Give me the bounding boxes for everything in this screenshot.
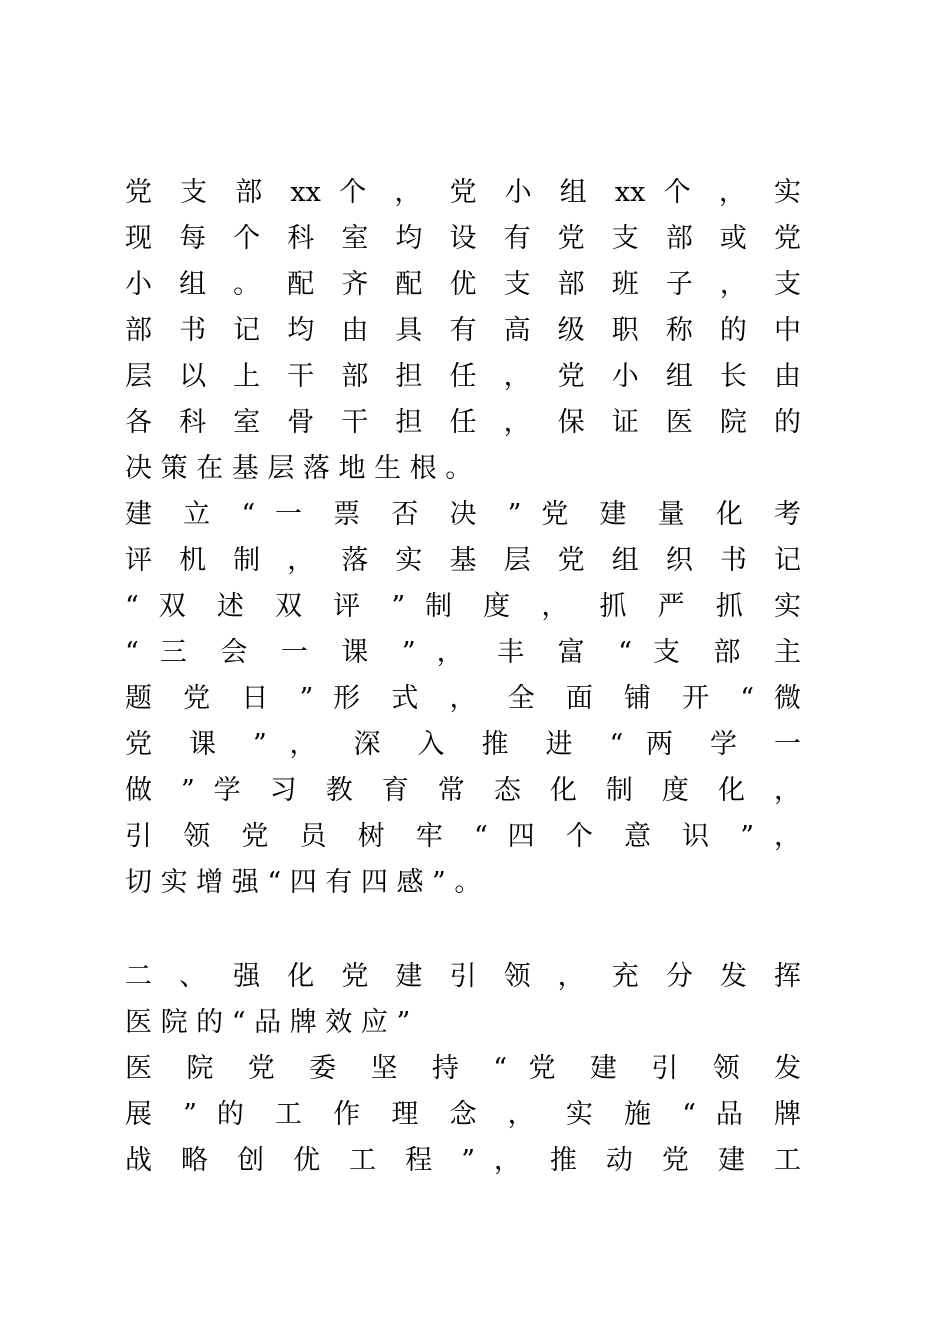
text-line: 建 立 “ 一 票 否 决 ” 党 建 量 化 考 — [125, 499, 801, 530]
text-line: 部 书 记 均 由 具 有 高 级 职 称 的 中 — [125, 315, 801, 346]
text-line: 决 策 在 基 层 落 地 生 根 。 — [125, 453, 473, 484]
text-line: 党 课 ” ， 深 入 推 进 “ 两 学 一 — [125, 729, 801, 760]
text-line: “ 双 述 双 评 ” 制 度 ， 抓 严 抓 实 — [125, 591, 801, 622]
text-line: 小 组 。 配 齐 配 优 支 部 班 子 ， 支 — [125, 269, 801, 300]
section-heading: 二 、 强 化 党 建 引 领 ， 充 分 发 挥 — [125, 961, 801, 992]
text-line: 党 支 部 xx 个 ， 党 小 组 xx 个 ， 实 — [125, 177, 801, 208]
text-line: 评 机 制 ， 落 实 基 层 党 组 织 书 记 — [125, 545, 801, 576]
text-line: 层 以 上 干 部 担 任 ， 党 小 组 长 由 — [125, 361, 801, 392]
text-line: 医 院 党 委 坚 持 “ 党 建 引 领 发 — [125, 1053, 801, 1084]
text-line: 现 每 个 科 室 均 设 有 党 支 部 或 党 — [125, 223, 801, 254]
text-line: 做 ” 学 习 教 育 常 态 化 制 度 化 ， — [125, 775, 801, 806]
text-line: 战 略 创 优 工 程 ” ， 推 动 党 建 工 — [125, 1145, 801, 1176]
text-line: 引 领 党 员 树 牢 “ 四 个 意 识 ” ， — [125, 821, 801, 852]
text-line: “ 三 会 一 课 ” ， 丰 富 “ 支 部 主 — [125, 637, 801, 668]
text-line: 展 ” 的 工 作 理 念 ， 实 施 “ 品 牌 — [125, 1099, 801, 1130]
text-line: 切 实 增 强 “ 四 有 四 感 ” 。 — [125, 867, 482, 898]
text-line: 各 科 室 骨 干 担 任 ， 保 证 医 院 的 — [125, 407, 801, 438]
section-heading: 医 院 的 “ 品 牌 效 应 ” — [125, 1007, 411, 1038]
text-line: 题 党 日 ” 形 式 ， 全 面 铺 开 “ 微 — [125, 683, 801, 714]
